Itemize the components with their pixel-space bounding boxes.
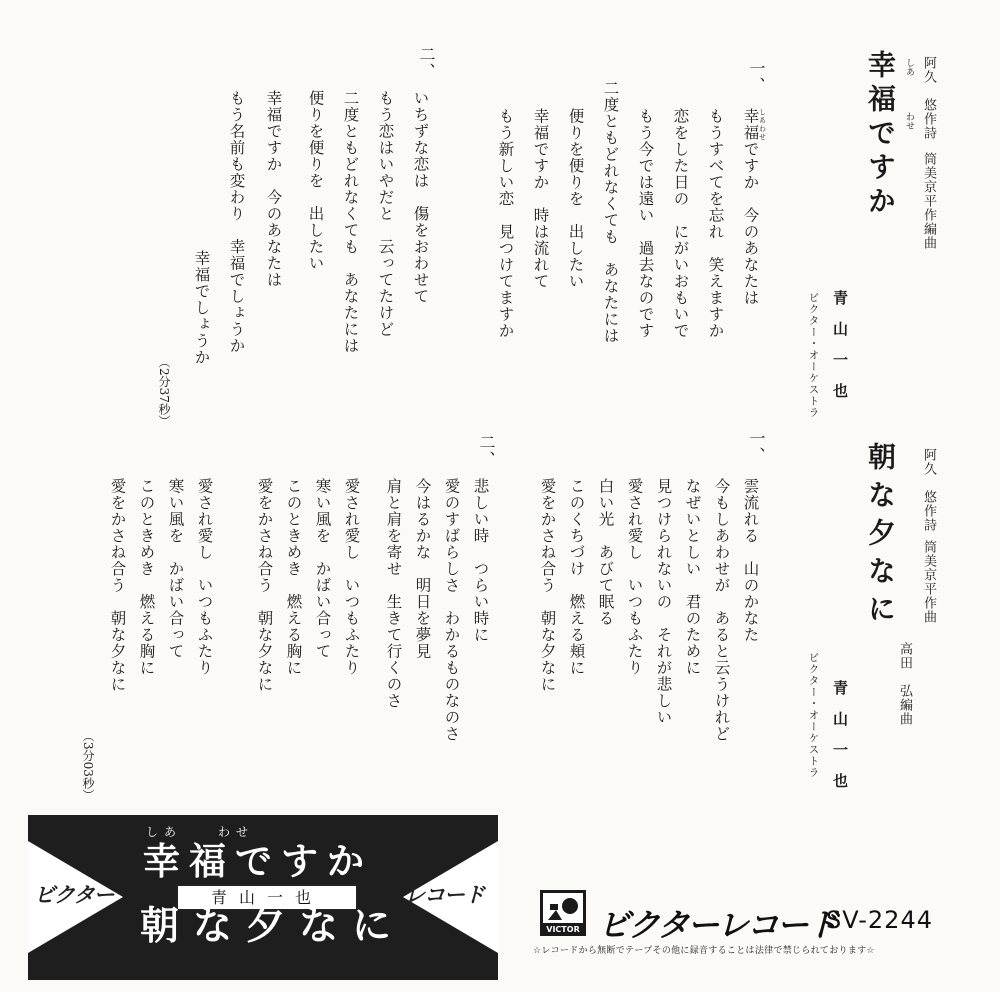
song2-verse2-line8: 愛をかさね合う 朝な夕なに	[255, 478, 274, 693]
dog-gramophone-icon	[540, 890, 586, 936]
emblem-label: VICTOR	[546, 925, 580, 934]
song1-title-ruby-wase: わせ	[904, 112, 914, 130]
song2-orchestra: ビクター・オーケストラ	[807, 652, 820, 779]
song2-verse2-line4: 肩と肩を寄せ 生きて行くのさ	[384, 478, 403, 709]
song1-verse2-line3: 二度ともどれなくても あなたには	[341, 90, 360, 354]
song2-verse1-line4: 見つけられないの それが悲しい	[654, 478, 673, 726]
title-banner	[28, 815, 498, 980]
brand-logo-text: ビクターレコード	[598, 906, 837, 944]
song1-verse2-line7: 幸福でしょうか	[192, 250, 211, 366]
catalog-number: SV-2244	[826, 906, 933, 934]
song2-verse2-line5: 愛され愛し いつもふたり	[342, 478, 361, 676]
song1-title-ruby-shiawa: しあ	[904, 58, 914, 76]
song2-verse2-line1: 悲しい時 つらい時に	[471, 478, 490, 643]
song2-verse2-line6: 寒い風を かばい合って	[313, 478, 332, 660]
song2-verse2-line2: 愛のすばらしさ わかるものなのさ	[442, 478, 461, 742]
song1-verse2-line2: もう恋はいやだと 云ってたけど	[376, 90, 395, 338]
banner-song1-ruby-wase: わせ	[218, 825, 255, 839]
song2-arranger: 高田 弘編曲	[897, 642, 912, 726]
song2-verse1-line2: 今もしあわせが あると云うけれど	[712, 478, 731, 742]
banner-song1-title: 幸福ですか	[143, 840, 373, 883]
song1-orchestra: ビクター・オーケストラ	[807, 292, 820, 419]
song2-verse1-line8: 愛をかさね合う 朝な夕なに	[538, 478, 557, 693]
song1-verse1-line8: もう新しい恋 見つけてますか	[496, 108, 515, 339]
banner-left-label: ビクター	[34, 883, 114, 907]
song1-title: 幸福ですか	[864, 50, 897, 220]
song2-verse2-line3: 今はるかな 明日を夢見	[413, 478, 432, 660]
banner-artist: 青山一也	[210, 888, 323, 907]
song2-verse2-line11: このときめき 燃える胸に	[137, 478, 156, 676]
song1-artist: 青山一也	[831, 290, 849, 414]
song1-verse2-number: 二、	[417, 46, 436, 80]
song1-verse2-line5: 幸福ですか 今のあなたは	[264, 90, 283, 288]
song2-verse1-line5: 愛され愛し いつもふたり	[625, 478, 644, 676]
song1-verse1-line3: 恋をした日の にがいおもいで	[671, 108, 690, 339]
song2-lyricist: 阿久 悠作詩	[921, 448, 936, 532]
song2-verse1-number: 一、	[747, 430, 766, 464]
song1-verse2-line6: もう名前も変わり 幸福でしょうか	[227, 90, 246, 354]
song2-artist: 青山一也	[831, 680, 849, 804]
victor-emblem	[540, 890, 586, 936]
song1-verse1-line6: 便りを便りを 出したい	[566, 108, 585, 290]
song2-title: 朝な夕なに	[864, 442, 897, 632]
song1-verse1-number: 一、	[747, 60, 766, 94]
song2-verse1-line7: このくちづけ 燃える頬に	[567, 478, 586, 676]
banner-song2-title: 朝な夕なに	[140, 904, 406, 949]
song1-duration: （2分37秒）	[157, 356, 171, 427]
song2-verse1-line1: 雲流れる 山のかなた	[741, 478, 760, 643]
song2-duration: （3分03秒）	[81, 730, 95, 801]
song2-verse2-number: 二、	[477, 434, 496, 468]
song1-verse2-line4: 便りを便りを 出したい	[306, 90, 325, 272]
song1-lyricist: 阿久 悠作詩	[921, 56, 936, 140]
song2-composer: 筒美京平作曲	[921, 540, 936, 624]
song2-verse2-line9: 愛され愛し いつもふたり	[195, 478, 214, 676]
song1-verse1-line5: 二度ともどれなくても あなたには	[601, 80, 620, 344]
song1-composer: 筒美京平作編曲	[921, 152, 936, 250]
song1-verse2-line1: いちずな恋は 傷をおわせて	[411, 90, 430, 305]
copyright-notice: ☆レコードから無断でテープその他に録音することは法律で禁じられております☆	[533, 946, 875, 956]
song1-verse1-line4: もう今では遠い 過去なのです	[636, 108, 655, 339]
banner-right-label: レコード	[404, 883, 484, 907]
song2-verse2-line10: 寒い風を かばい合って	[166, 478, 185, 660]
banner-song1-ruby-shiawa: しあ	[146, 825, 183, 839]
song1-verse1-line1: 幸福 しあわせですか 今のあなたは	[741, 108, 767, 306]
song1-verse1-line2: もうすべてを忘れ 笑えますか	[706, 108, 725, 339]
song2-verse1-line6: 白い光 あびて眠る	[596, 478, 615, 627]
song2-verse2-line7: このときめき 燃える胸に	[284, 478, 303, 676]
song2-verse2-line12: 愛をかさね合う 朝な夕なに	[108, 478, 127, 693]
song1-verse1-line7: 幸福ですか 時は流れて	[531, 108, 550, 290]
song2-verse1-line3: なぜいとしい 君のために	[683, 478, 702, 676]
